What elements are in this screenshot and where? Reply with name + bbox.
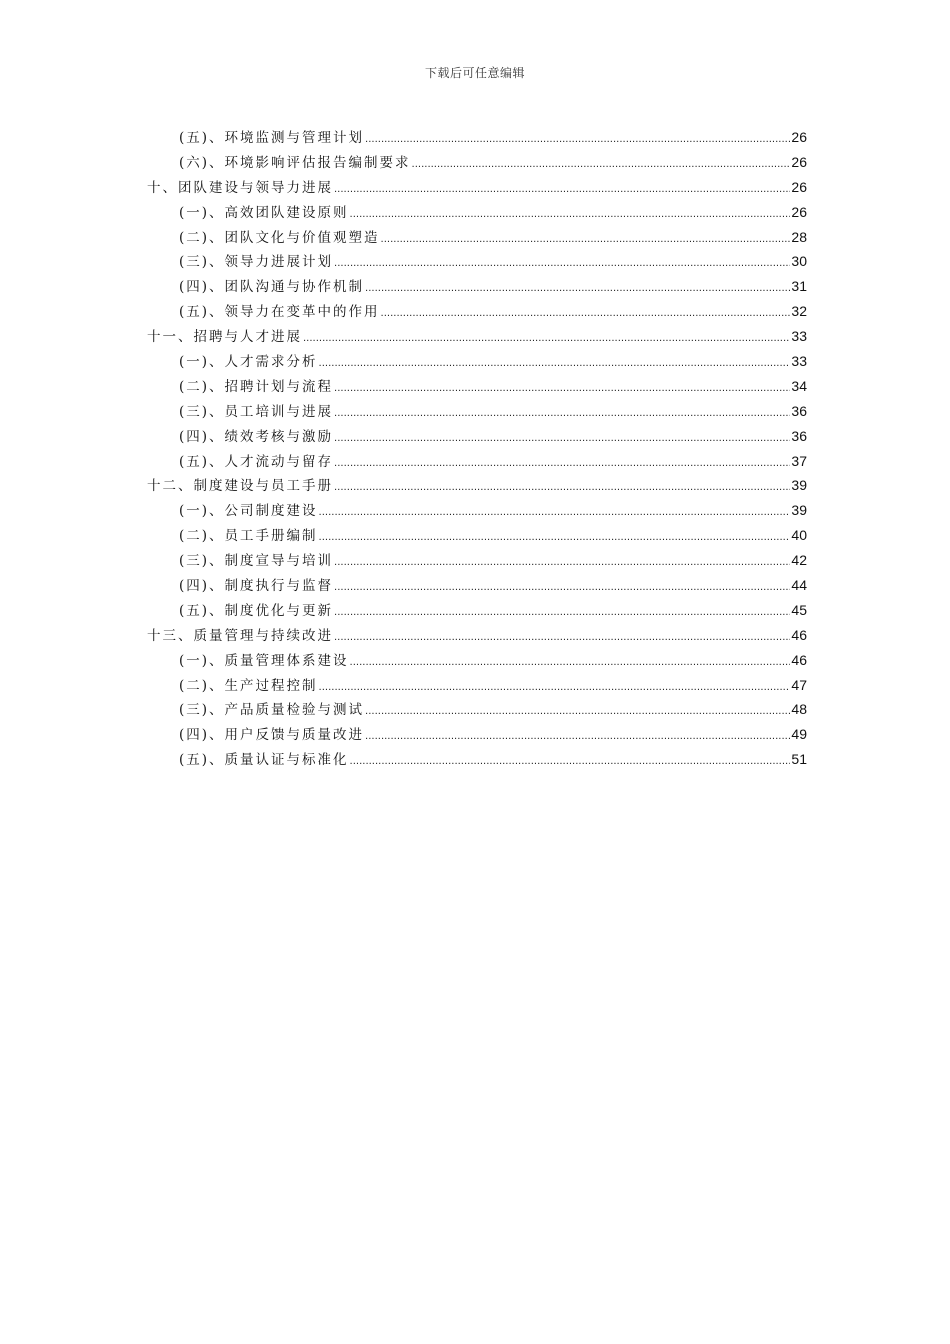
table-of-contents xyxy=(147,126,807,773)
toc-page-number: 32 xyxy=(791,303,807,320)
toc-entry-label: 十三、质量管理与持续改进 xyxy=(147,627,333,644)
toc-section-entry[interactable] xyxy=(147,674,807,699)
toc-entry-label: (二)、生产过程控制 xyxy=(179,677,318,694)
toc-section-entry[interactable] xyxy=(147,748,807,773)
toc-section-entry[interactable] xyxy=(147,201,807,226)
toc-entry-label: (一)、质量管理体系建设 xyxy=(179,652,349,669)
toc-section-entry[interactable] xyxy=(147,450,807,475)
toc-entry-label: (三)、员工培训与进展 xyxy=(179,403,334,420)
toc-page-number: 37 xyxy=(791,452,807,469)
toc-section-entry[interactable] xyxy=(147,698,807,723)
toc-page-number: 44 xyxy=(791,577,807,594)
toc-dot-leader xyxy=(350,756,791,767)
toc-entry-label: (五)、质量认证与标准化 xyxy=(179,752,349,769)
toc-entry-label: (四)、制度执行与监督 xyxy=(179,578,334,595)
toc-page-number: 39 xyxy=(791,502,807,519)
toc-section-entry[interactable] xyxy=(147,425,807,450)
toc-entry-label: (二)、团队文化与价值观塑造 xyxy=(179,229,380,246)
toc-dot-leader xyxy=(319,358,791,369)
toc-section-entry[interactable] xyxy=(147,300,807,325)
toc-page-number: 39 xyxy=(791,477,807,494)
toc-dot-leader xyxy=(334,184,790,195)
toc-page-number: 34 xyxy=(791,377,807,394)
toc-page-number: 26 xyxy=(791,129,807,145)
toc-page-number: 26 xyxy=(791,153,807,170)
toc-section-entry[interactable] xyxy=(147,350,807,375)
toc-page-number: 26 xyxy=(791,178,807,195)
toc-entry-label: (五)、人才流动与留存 xyxy=(179,453,334,470)
toc-dot-leader xyxy=(334,258,790,269)
toc-entry-label: (一)、高效团队建设原则 xyxy=(179,204,349,221)
toc-section-entry[interactable] xyxy=(147,151,807,176)
toc-section-entry[interactable] xyxy=(147,723,807,748)
toc-section-entry[interactable] xyxy=(147,599,807,624)
toc-section-entry[interactable] xyxy=(147,400,807,425)
toc-page-number: 42 xyxy=(791,552,807,569)
toc-entry-label: (五)、环境监测与管理计划 xyxy=(179,130,365,146)
toc-dot-leader xyxy=(319,682,791,693)
toc-dot-leader xyxy=(334,632,790,643)
toc-section-entry[interactable] xyxy=(147,226,807,251)
toc-dot-leader xyxy=(365,134,790,145)
toc-entry-label: (四)、团队沟通与协作机制 xyxy=(179,279,365,296)
toc-entry-label: (五)、制度优化与更新 xyxy=(179,602,334,619)
toc-section-entry[interactable] xyxy=(147,649,807,674)
toc-page-number: 46 xyxy=(791,651,807,668)
page-header: 下载后可任意编辑 xyxy=(424,66,525,80)
toc-page-number: 28 xyxy=(791,228,807,245)
toc-entry-label: (五)、领导力在变革中的作用 xyxy=(179,304,380,321)
toc-dot-leader xyxy=(365,706,790,717)
toc-chapter-entry[interactable] xyxy=(147,176,807,201)
toc-dot-leader xyxy=(365,731,790,742)
toc-page-number: 51 xyxy=(791,751,807,768)
toc-page-number: 36 xyxy=(791,402,807,419)
toc-dot-leader xyxy=(334,458,790,469)
toc-entry-label: 十一、招聘与人才进展 xyxy=(147,329,302,346)
toc-entry-label: (六)、环境影响评估报告编制要求 xyxy=(179,154,411,171)
toc-page-number: 46 xyxy=(791,626,807,643)
toc-dot-leader xyxy=(365,283,790,294)
toc-page-number: 47 xyxy=(791,676,807,693)
toc-entry-label: (三)、制度宣导与培训 xyxy=(179,553,334,570)
toc-entry-label: (一)、公司制度建设 xyxy=(179,503,318,520)
toc-entry-label: 十二、制度建设与员工手册 xyxy=(147,478,333,495)
toc-chapter-entry[interactable] xyxy=(147,474,807,499)
toc-dot-leader xyxy=(381,234,791,245)
toc-section-entry[interactable] xyxy=(147,375,807,400)
toc-dot-leader xyxy=(303,333,790,344)
toc-page-number: 48 xyxy=(791,701,807,718)
toc-section-entry[interactable] xyxy=(147,250,807,275)
toc-page-number: 45 xyxy=(791,601,807,618)
toc-section-entry[interactable] xyxy=(147,275,807,300)
toc-dot-leader xyxy=(319,532,791,543)
toc-dot-leader xyxy=(334,433,790,444)
toc-section-entry[interactable] xyxy=(147,574,807,599)
toc-chapter-entry[interactable] xyxy=(147,325,807,350)
toc-dot-leader xyxy=(334,607,790,618)
toc-page-number: 26 xyxy=(791,203,807,220)
toc-section-entry[interactable] xyxy=(147,126,807,151)
toc-entry-label: (二)、招聘计划与流程 xyxy=(179,378,334,395)
toc-section-entry[interactable] xyxy=(147,499,807,524)
toc-dot-leader xyxy=(334,482,790,493)
toc-page-number: 40 xyxy=(791,527,807,544)
toc-dot-leader xyxy=(350,657,791,668)
toc-dot-leader xyxy=(334,582,790,593)
toc-entry-label: (二)、员工手册编制 xyxy=(179,528,318,545)
toc-entry-label: (三)、产品质量检验与测试 xyxy=(179,702,365,719)
toc-dot-leader xyxy=(334,383,790,394)
toc-dot-leader xyxy=(334,408,790,419)
toc-page-number: 36 xyxy=(791,427,807,444)
toc-page-number: 33 xyxy=(791,328,807,345)
toc-page-number: 49 xyxy=(791,726,807,743)
toc-dot-leader xyxy=(334,557,790,568)
toc-dot-leader xyxy=(381,308,791,319)
toc-section-entry[interactable] xyxy=(147,524,807,549)
toc-page-number: 30 xyxy=(791,253,807,270)
toc-entry-label: 十、团队建设与领导力进展 xyxy=(147,179,333,196)
toc-page-number: 31 xyxy=(791,278,807,295)
toc-section-entry[interactable] xyxy=(147,549,807,574)
toc-page-number: 33 xyxy=(791,353,807,370)
toc-dot-leader xyxy=(412,159,791,170)
toc-entry-label: (三)、领导力进展计划 xyxy=(179,254,334,271)
toc-dot-leader xyxy=(319,507,791,518)
toc-entry-label: (四)、绩效考核与激励 xyxy=(179,428,334,445)
toc-chapter-entry[interactable] xyxy=(147,624,807,649)
toc-entry-label: (一)、人才需求分析 xyxy=(179,354,318,371)
toc-dot-leader xyxy=(350,209,791,220)
toc-entry-label: (四)、用户反馈与质量改进 xyxy=(179,727,365,744)
